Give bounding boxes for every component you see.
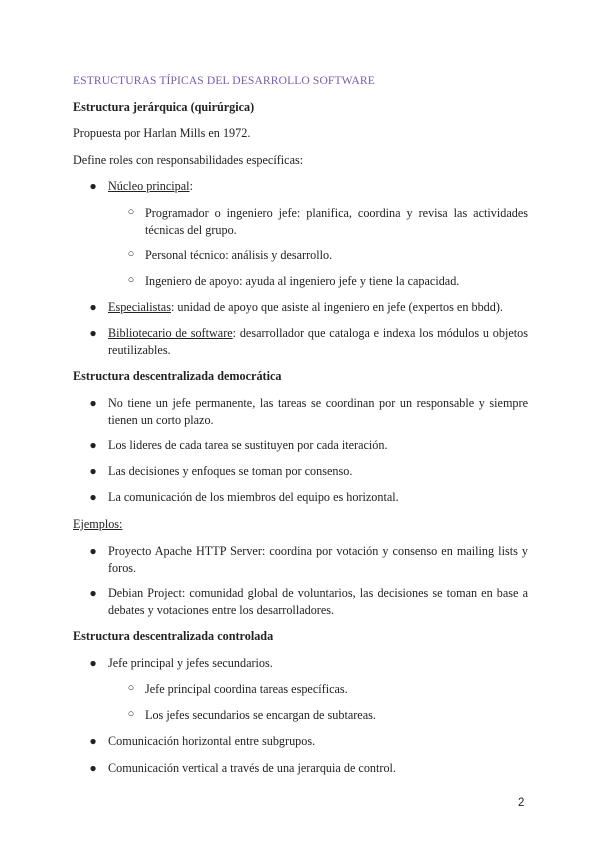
bullet-icon: ●	[89, 490, 97, 504]
sub-list-item: ○ Los jefes secundarios se encargan de subtareas.	[127, 708, 376, 722]
hollow-bullet-icon: ○	[127, 206, 135, 218]
hollow-bullet-icon: ○	[127, 248, 135, 260]
bullet-icon: ●	[89, 734, 97, 748]
bullet-icon: ●	[89, 761, 97, 775]
section-heading-hierarchical: Estructura jerárquica (quirúrgica)	[73, 100, 255, 114]
examples-label: Ejemplos:	[73, 517, 123, 531]
section-heading-controlled: Estructura descentralizada controlada	[73, 629, 274, 643]
hollow-bullet-icon: ○	[127, 682, 135, 694]
hollow-bullet-icon: ○	[127, 274, 135, 286]
term-nucleo: Núcleo principal	[108, 179, 190, 193]
bullet-icon: ●	[89, 656, 97, 670]
bullet-icon: ●	[89, 586, 97, 600]
bullet-icon: ●	[89, 438, 97, 452]
list-item: ● La comunicación de los miembros del equipo es horizontal.	[89, 490, 399, 504]
term-bibliotecario: Bibliotecario de software	[108, 326, 233, 340]
list-item-example: ● Proyecto Apache HTTP Server: coordina por votación y consenso en mailing lists y foros.	[89, 544, 528, 575]
bullet-icon: ●	[89, 179, 97, 193]
bullet-icon: ●	[89, 396, 97, 410]
bullet-icon: ●	[89, 326, 97, 340]
list-item: ● Los lideres de cada tarea se sustituyen por cada iteración.	[89, 438, 388, 452]
document-title: ESTRUCTURAS TÍPICAS DEL DESARROLLO SOFTWARE	[73, 74, 375, 87]
list-item-bibliotecario: ● Bibliotecario de software: desarrollador que cataloga e indexa los módulos u objetos reutilizables.	[89, 326, 529, 357]
list-item: ● Comunicación vertical a través de una jerarquia de control.	[89, 761, 396, 775]
sub-list-item: ○ Personal técnico: análisis y desarrollo.	[127, 248, 333, 262]
list-item-nucleo: ● Núcleo principal:	[89, 179, 193, 193]
list-item: ● No tiene un jefe permanente, las tareas se coordinan por un responsable y siempre tienen un corto plazo.	[89, 396, 528, 427]
paragraph-roles: Define roles con responsabilidades específicas:	[73, 153, 304, 167]
list-item: ● Comunicación horizontal entre subgrupos.	[89, 734, 316, 748]
list-item-especialistas: ● Especialistas: unidad de apoyo que asiste al ingeniero en jefe (expertos en bbdd).	[89, 300, 503, 314]
bullet-icon: ●	[89, 544, 97, 558]
bullet-icon: ●	[89, 300, 97, 314]
sub-list-item: ○ Programador o ingeniero jefe: planifica, coordina y revisa las actividades técnicas del grupo.	[127, 206, 528, 237]
list-item-example: ● Debian Project: comunidad global de voluntarios, las decisiones se toman en base a debates y votaciones entre los desarrolladores.	[89, 586, 528, 617]
page-number: 2	[518, 797, 525, 809]
sub-list-item: ○ Ingeniero de apoyo: ayuda al ingeniero jefe y tiene la capacidad.	[127, 274, 460, 288]
term-especialistas: Especialistas	[108, 300, 171, 314]
hollow-bullet-icon: ○	[127, 708, 135, 720]
paragraph-proposal: Propuesta por Harlan Mills en 1972.	[73, 126, 251, 140]
sub-list-item: ○ Jefe principal coordina tareas específicas.	[127, 682, 348, 696]
list-item: ● Jefe principal y jefes secundarios.	[89, 656, 273, 670]
bullet-icon: ●	[89, 464, 97, 478]
list-item: ● Las decisiones y enfoques se toman por consenso.	[89, 464, 353, 478]
section-heading-democratic: Estructura descentralizada democrática	[73, 369, 282, 383]
